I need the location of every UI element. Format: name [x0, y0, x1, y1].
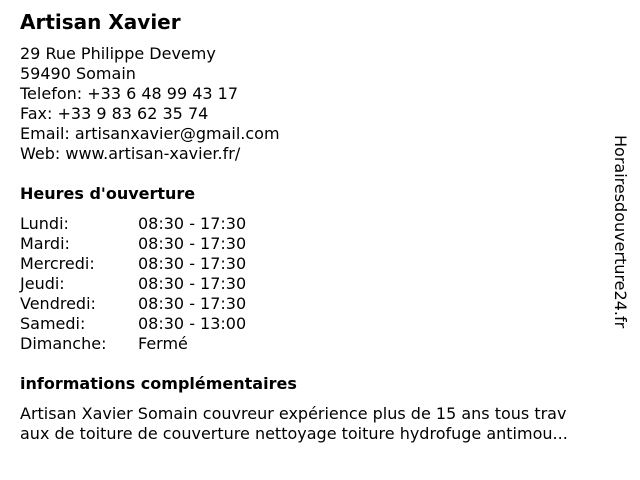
email-address[interactable]: Email: artisanxavier@gmail.com [20, 124, 280, 143]
additional-info-heading: informations complémentaires [20, 374, 297, 393]
address-street: 29 Rue Philippe Devemy [20, 44, 216, 63]
description-line: aux de toiture de couverture nettoyage toiture hydrofuge antimou... [20, 424, 568, 443]
contact-block [20, 44, 280, 164]
hours-row-tuesday [20, 234, 320, 254]
site-watermark: Horairesdouverture24.fr [611, 135, 630, 329]
day-label: Mardi: [20, 234, 70, 253]
hours-row-monday [20, 214, 320, 234]
time-range: 08:30 - 17:30 [138, 254, 247, 273]
time-range: Fermé [138, 334, 188, 353]
opening-hours-list [20, 214, 320, 354]
day-label: Vendredi: [20, 294, 96, 313]
time-range: 08:30 - 17:30 [138, 214, 247, 233]
hours-row-thursday [20, 274, 320, 294]
fax-number: Fax: +33 9 83 62 35 74 [20, 104, 209, 123]
time-range: 08:30 - 17:30 [138, 294, 247, 313]
hours-row-friday [20, 294, 320, 314]
time-range: 08:30 - 17:30 [138, 234, 247, 253]
day-label: Samedi: [20, 314, 86, 333]
address-city: 59490 Somain [20, 64, 136, 83]
hours-row-saturday [20, 314, 320, 334]
time-range: 08:30 - 17:30 [138, 274, 247, 293]
time-range: 08:30 - 13:00 [138, 314, 247, 333]
website-link[interactable]: Web: www.artisan-xavier.fr/ [20, 144, 241, 163]
business-description [20, 404, 620, 444]
day-label: Lundi: [20, 214, 69, 233]
description-line: Artisan Xavier Somain couvreur expérience plus de 15 ans tous trav [20, 404, 567, 423]
day-label: Dimanche: [20, 334, 107, 353]
opening-hours-heading: Heures d'ouverture [20, 184, 196, 203]
hours-row-wednesday [20, 254, 320, 274]
day-label: Jeudi: [20, 274, 65, 293]
day-label: Mercredi: [20, 254, 95, 273]
phone-number[interactable]: Telefon: +33 6 48 99 43 17 [20, 84, 239, 103]
business-name: Artisan Xavier [20, 10, 181, 34]
hours-row-sunday [20, 334, 320, 354]
